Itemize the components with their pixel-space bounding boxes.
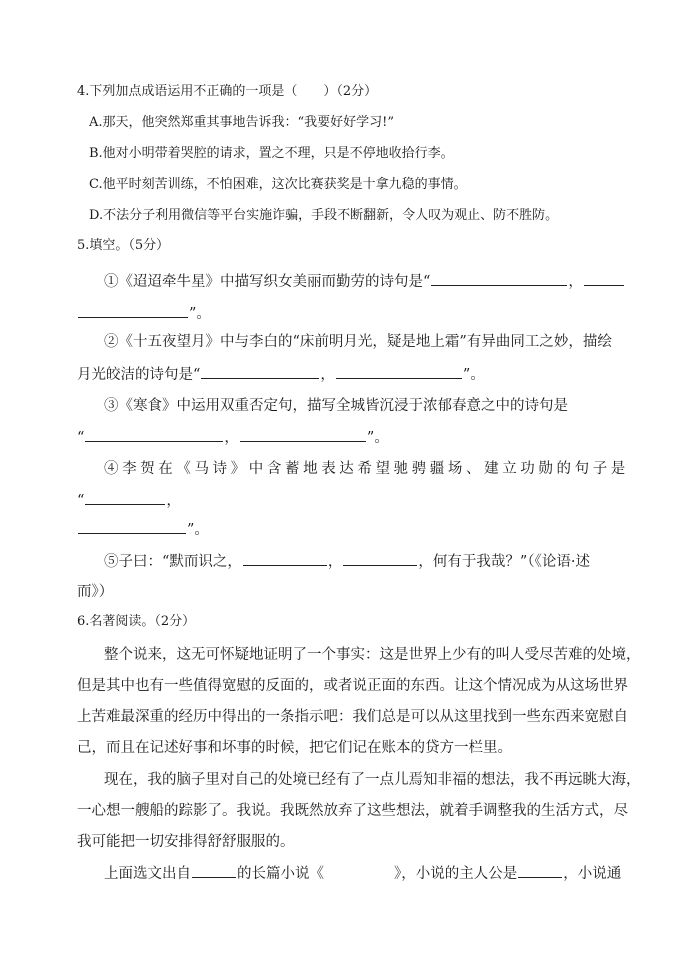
- opening-quote: “: [77, 493, 85, 509]
- answer-blank[interactable]: [85, 490, 165, 505]
- answer-blank[interactable]: [518, 863, 562, 878]
- q6-passage-line: 现在，我的脑子里对自己的处境已经有了一点儿焉知非福的想法，我不再远眺大海，: [104, 772, 641, 788]
- q5-item-4-line3: [77, 519, 209, 540]
- answer-blank[interactable]: [240, 427, 366, 442]
- q6-question-text: ，小说通: [563, 866, 622, 882]
- q5-item-5-line1: [104, 551, 590, 572]
- closing-quote: ”。: [462, 367, 485, 383]
- answer-blank[interactable]: [343, 551, 417, 566]
- q6-passage-line: 整个说来，这无可怀疑地证明了一个事实：这是世界上少有的叫人受尽苦难的处境，: [104, 647, 641, 663]
- q6-question-text: 上面选文出自: [104, 866, 191, 882]
- q6-passage-line: 但是其中也有一些值得宽慰的反面的，或者说正面的东西。让这个情况成为从这场世界: [77, 678, 628, 694]
- comma: ，: [327, 554, 343, 570]
- answer-blank[interactable]: [431, 271, 567, 286]
- comma: ，: [224, 430, 239, 446]
- q6-question-text: 的长篇小说《: [237, 866, 324, 882]
- answer-blank[interactable]: [85, 427, 223, 442]
- q5-item-3-line1: ③《寒食》中运用双重否定句，描写全城皆沉浸于浓郁春意之中的诗句是: [104, 398, 568, 414]
- q5-item-3-line2: [77, 427, 389, 448]
- q4-option-a: A.那天，他突然郑重其事地告诉我：“我要好好学习!”: [89, 115, 395, 130]
- q6-stem: 6.名著阅读。（2分）: [77, 614, 196, 629]
- comma: ，: [568, 274, 583, 290]
- q5-item-1-line1: [104, 271, 625, 292]
- answer-blank[interactable]: [201, 364, 319, 379]
- q6-question-text: 》，小说的主人公是: [394, 866, 518, 882]
- q5-item-5-line2: 而》）: [77, 584, 114, 600]
- answer-blank[interactable]: [243, 551, 327, 566]
- q5-item-4-line2: [77, 490, 181, 511]
- q5-item-5-text: ⑤子曰：“默而识之，: [104, 554, 242, 570]
- q5-item-2-text: 月光皎洁的诗句是“: [77, 367, 201, 383]
- q5-item-5-text-end: ，何有于我哉？”（《论语·述: [418, 554, 590, 570]
- q6-question-line: [104, 863, 621, 884]
- answer-blank[interactable]: [78, 519, 186, 534]
- q4-option-b: B.他对小明带着哭腔的请求，置之不理，只是不停地收拾行李。: [89, 146, 454, 161]
- q6-passage-line: 我可能把一切安排得舒舒服服的。: [77, 834, 295, 850]
- q4-stem: 4.下列加点成语运用不正确的一项是（ ）（2分）: [77, 84, 378, 99]
- closing-quote: ”。: [189, 306, 211, 322]
- answer-blank[interactable]: [78, 303, 188, 318]
- closing-quote: ”。: [187, 522, 209, 538]
- q4-option-c: C.他平时刻苦训练，不怕困难，这次比赛获奖是十拿九稳的事情。: [89, 177, 467, 192]
- answer-blank[interactable]: [192, 863, 236, 878]
- q5-stem: 5.填空。（5分）: [77, 238, 170, 253]
- q5-item-2-line2: [77, 364, 485, 385]
- comma: ，: [320, 367, 335, 383]
- q6-passage-line: 己，而且在记述好事和坏事的时候，把它们记在账本的贷方一栏里。: [77, 740, 512, 756]
- opening-quote: “: [77, 430, 85, 446]
- comma: ，: [166, 493, 181, 509]
- q5-item-4-line1: ④李贺在《马诗》中含蓄地表达希望驰骋疆场、建立功勋的句子是: [104, 461, 629, 477]
- answer-blank[interactable]: [584, 271, 624, 286]
- q5-item-1-text: ①《迢迢牵牛星》中描写织女美丽而勤劳的诗句是“: [104, 274, 431, 290]
- q4-option-d: D.不法分子利用微信等平台实施诈骗，手段不断翻新，令人叹为观止、防不胜防。: [89, 208, 559, 223]
- q5-item-1-line2: [77, 303, 211, 324]
- q6-passage-line: 一心想一艘船的踪影了。我说。我既然放弃了这些想法，就着手调整我的生活方式，尽: [77, 803, 628, 819]
- q5-item-2-line1: ②《十五夜望月》中与李白的“床前明月光，疑是地上霜”有异曲同工之妙，描绘: [104, 334, 612, 350]
- answer-blank[interactable]: [336, 364, 462, 379]
- closing-quote: ”。: [366, 430, 389, 446]
- q6-passage-line: 上苦难最深重的经历中得出的一条指示吧：我们总是可以从这里找到一些东西来宽慰自: [77, 709, 628, 725]
